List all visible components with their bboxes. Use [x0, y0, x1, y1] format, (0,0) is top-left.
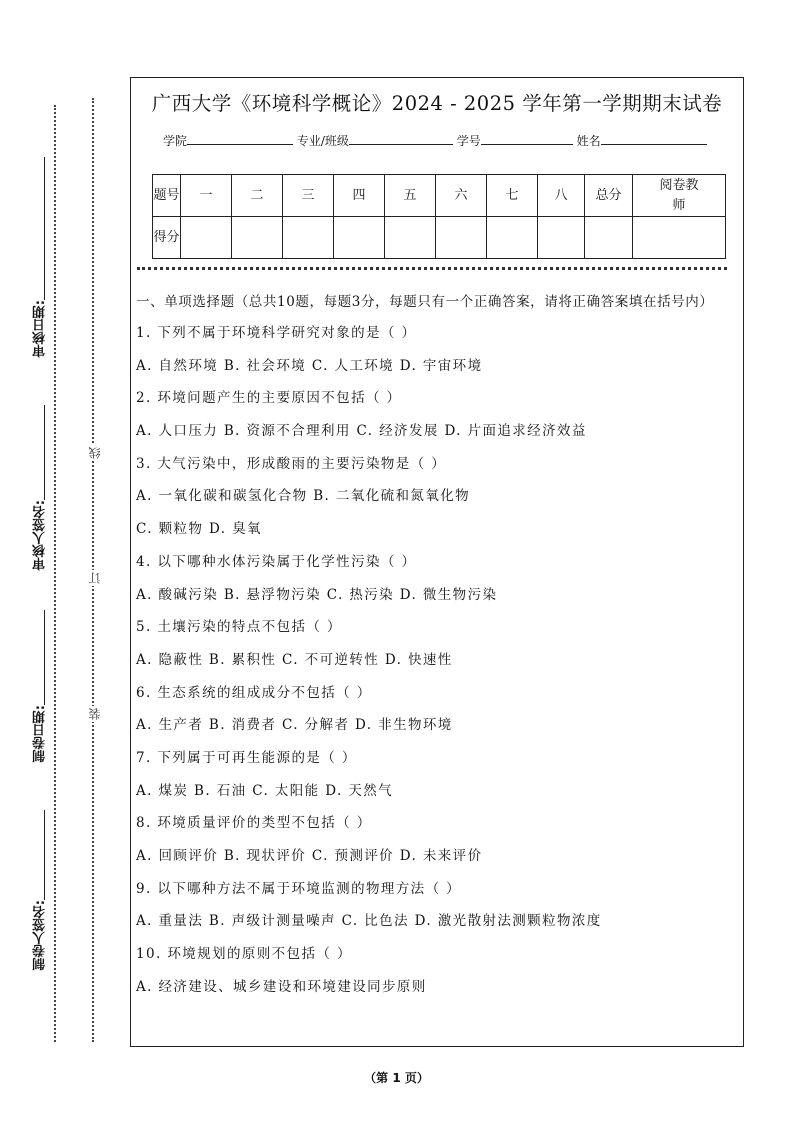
option-line: A. 重量法 B. 声级计测量噪声 C. 比色法 D. 激光散射法测颗粒物浓度	[136, 913, 602, 930]
bind-mark-bind: 装	[88, 708, 102, 720]
score-header-cell: 题号	[153, 175, 181, 217]
score-cell[interactable]	[487, 217, 538, 259]
score-header-cell: 五	[385, 175, 436, 217]
major-class-label: 专业/班级	[296, 134, 349, 148]
question-line: 5. 土壤污染的特点不包括（ ）	[136, 619, 342, 636]
dotted-separator	[137, 267, 727, 270]
option-line: A. 酸碱污染 B. 悬浮物污染 C. 热污染 D. 微生物污染	[136, 586, 498, 603]
question-line: 4. 以下哪种水体污染属于化学性污染（ ）	[136, 553, 417, 570]
score-row-label: 得分	[153, 217, 181, 259]
question-line: 8. 环境质量评价的类型不包括（ ）	[136, 815, 372, 832]
college-field[interactable]	[187, 132, 293, 145]
question-line: 9. 以下哪种方法不属于环境监测的物理方法（ ）	[136, 880, 462, 897]
score-header-cell: 阅卷教师	[633, 175, 726, 217]
score-cell[interactable]	[232, 217, 283, 259]
maker-sign-line	[44, 810, 45, 900]
score-cell[interactable]	[334, 217, 385, 259]
option-line: A. 经济建设、城乡建设和环境建设同步原则	[136, 978, 427, 995]
option-line: A. 自然环境 B. 社会环境 C. 人工环境 D. 宇宙环境	[136, 357, 483, 374]
maker-sign-label: 制卷人签名:	[33, 900, 48, 971]
score-cell[interactable]	[181, 217, 232, 259]
question-line: 6. 生态系统的组成成分不包括（ ）	[136, 684, 372, 701]
score-header-cell: 一	[181, 175, 232, 217]
page-number: （第 1 页）	[364, 1071, 429, 1085]
score-cell[interactable]	[436, 217, 487, 259]
section-heading: 一、单项选择题（总共10题，每题3分，每题只有一个正确答案，请将正确答案填在括号内）	[136, 294, 714, 310]
question-line: 10. 环境规划的原则不包括（ ）	[136, 946, 352, 963]
question-line: 7. 下列属于可再生能源的是（ ）	[136, 749, 357, 766]
college-label: 学院	[163, 134, 188, 148]
exam-frame	[130, 77, 744, 1047]
option-line: A. 生产者 B. 消费者 C. 分解者 D. 非生物环境	[136, 717, 453, 734]
option-line: A. 煤炭 B. 石油 C. 太阳能 D. 天然气	[136, 782, 394, 799]
maker-date-label: 制卷日期:	[33, 705, 48, 763]
option-line: A. 隐蔽性 B. 累积性 C. 不可逆转性 D. 快速性	[136, 651, 453, 668]
score-header-cell: 四	[334, 175, 385, 217]
option-line: A. 回顾评价 B. 现状评价 C. 预测评价 D. 未来评价	[136, 848, 483, 864]
score-header-cell: 七	[487, 175, 538, 217]
score-header-cell: 三	[283, 175, 334, 217]
bind-mark-line: 线	[88, 447, 102, 459]
score-header-cell: 二	[232, 175, 283, 217]
review-date-label: 审核日期:	[33, 300, 48, 358]
option-line: C. 颗粒物 D. 臭氧	[136, 521, 262, 538]
question-line: 1. 下列不属于环境科学研究对象的是（ ）	[136, 325, 417, 341]
reviewer-sign-label: 审核人签名:	[33, 500, 48, 571]
score-cell[interactable]	[633, 217, 726, 259]
score-cell[interactable]	[585, 217, 633, 259]
binding-margin	[0, 0, 130, 1122]
student-info-row	[163, 132, 707, 149]
student-id-field[interactable]	[481, 132, 573, 145]
exam-title: 广西大学《环境科学概论》2024 - 2025 学年第一学期期末试卷	[151, 92, 723, 115]
bind-mark-staple: 订	[88, 572, 102, 584]
score-cell[interactable]	[385, 217, 436, 259]
question-line: 3. 大气污染中，形成酸雨的主要污染物是（ ）	[136, 455, 447, 472]
score-header-cell: 六	[436, 175, 487, 217]
reviewer-sign-line	[44, 405, 45, 500]
dotted-guide-left	[54, 105, 56, 1042]
name-label: 姓名	[576, 134, 601, 148]
option-line: A. 人口压力 B. 资源不合理利用 C. 经济发展 D. 片面追求经济效益	[136, 423, 587, 440]
score-table	[152, 174, 726, 259]
question-line: 2. 环境问题产生的主要原因不包括（ ）	[136, 390, 402, 407]
maker-date-line	[44, 610, 45, 705]
review-date-line	[44, 157, 45, 300]
student-id-label: 学号	[456, 134, 481, 148]
name-field[interactable]	[601, 132, 707, 145]
score-cell[interactable]	[538, 217, 585, 259]
major-class-field[interactable]	[349, 132, 453, 145]
score-header-cell: 八	[538, 175, 585, 217]
score-header-cell: 总分	[585, 175, 633, 217]
score-cell[interactable]	[283, 217, 334, 259]
section-one	[136, 291, 736, 1008]
option-line: A. 一氧化碳和碳氢化合物 B. 二氧化硫和氮氧化物	[136, 488, 471, 505]
